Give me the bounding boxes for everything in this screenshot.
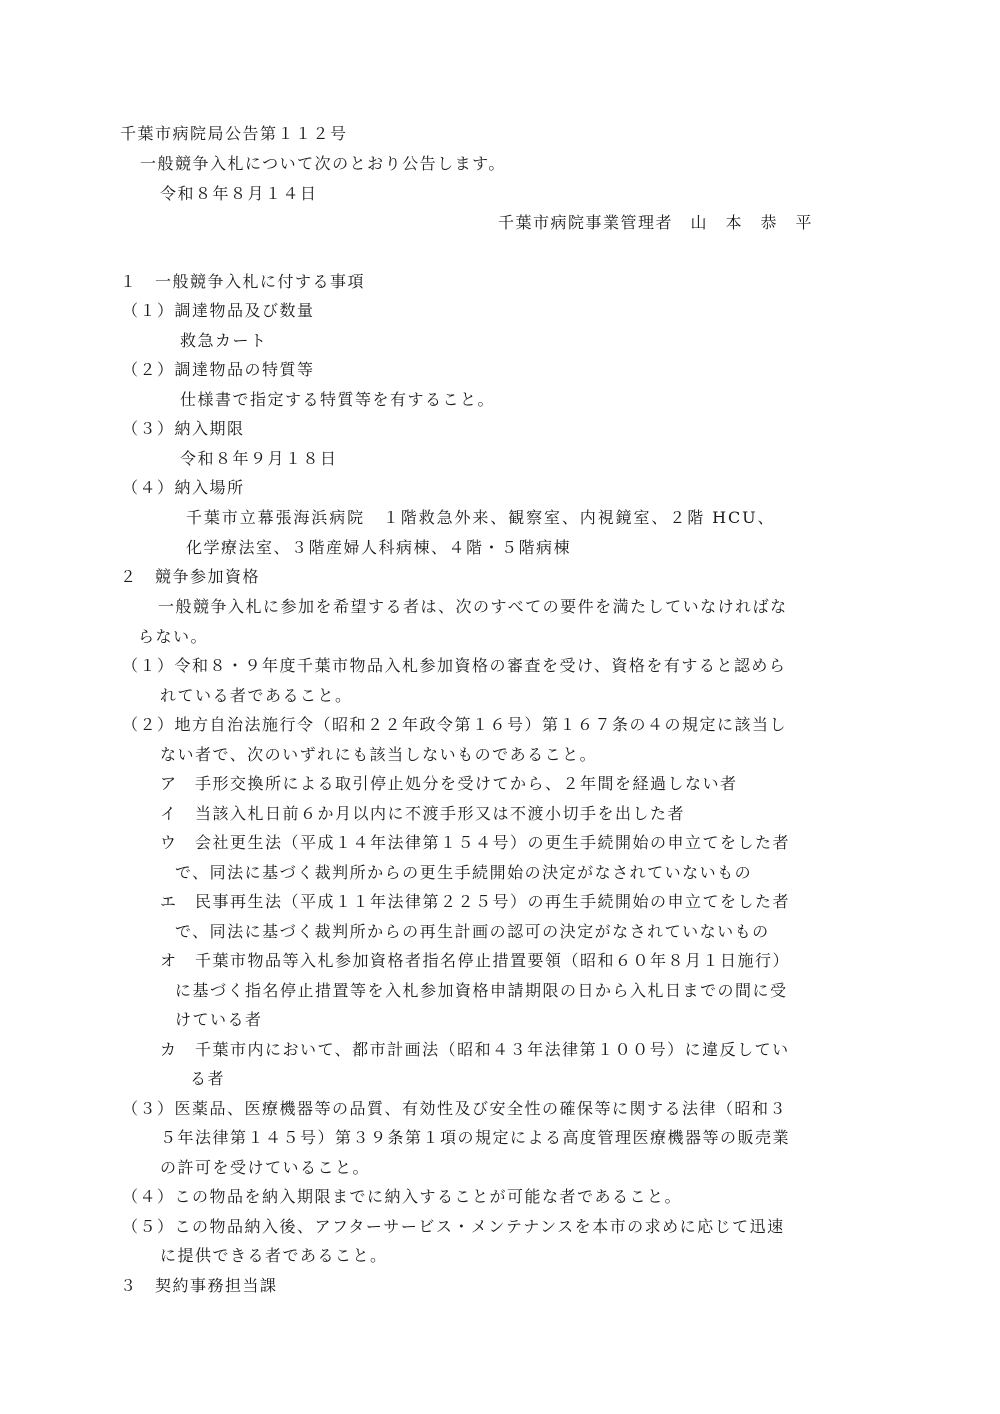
section-1-item-3-value: 令和８年９月１８日 [180, 449, 338, 468]
section-2-intro-line-2: らない。 [138, 627, 209, 646]
section-1-item-2-value: 仕様書で指定する特質等を有すること。 [180, 390, 496, 409]
section-2-heading: ２ 競争参加資格 [120, 567, 261, 586]
sub-item-u-line-2: で、同法に基づく裁判所からの更生手続開始の決定がなされていないもの [175, 863, 753, 882]
section-1-item-4-value-line-1: 千葉市立幕張海浜病院 １階救急外来、観察室、内視鏡室、２階 HCU、 [186, 508, 776, 527]
requirement-3-line-2: ５年法律第１４５号）第３９条第１項の規定による高度管理医療機器等の販売業 [160, 1128, 791, 1147]
section-2-intro-line-1: 一般競争入札に参加を希望する者は、次のすべての要件を満たしていなければな [158, 597, 788, 616]
section-3-heading: ３ 契約事務担当課 [120, 1276, 278, 1295]
sub-item-a: ア 手形交換所による取引停止処分を受けてから、２年間を経過しない者 [160, 774, 738, 793]
sub-item-u-line-1: ウ 会社更生法（平成１４年法律第１５４号）の更生手続開始の申立てをした者 [160, 833, 791, 852]
section-1-item-4-label: （４）納入場所 [122, 478, 245, 497]
sub-item-o-line-3: けている者 [175, 1010, 263, 1029]
notice-date: 令和８年８月１４日 [160, 184, 318, 203]
sub-item-ka-line-1: カ 千葉市内において、都市計画法（昭和４３年法律第１００号）に違反してい [160, 1040, 790, 1059]
sub-item-e-line-2: で、同法に基づく裁判所からの再生計画の認可の決定がなされていないもの [175, 922, 770, 941]
requirement-1-line-2: れている者であること。 [160, 686, 353, 705]
notice-number: 千葉市病院局公告第１１２号 [120, 124, 348, 143]
requirement-5-line-1: （５）この物品納入後、アフターサービス・メンテナンスを本市の求めに応じて迅速 [122, 1217, 785, 1236]
sub-item-ka-line-2: る者 [190, 1069, 226, 1088]
requirement-4: （４）この物品を納入期限までに納入することが可能な者であること。 [122, 1187, 683, 1206]
requirement-5-line-2: に提供できる者であること。 [160, 1246, 388, 1265]
requirement-3-line-3: の許可を受けていること。 [160, 1158, 371, 1177]
section-1-item-4-value-line-2: 化学療法室、３階産婦人科病棟、４階・５階病棟 [186, 538, 572, 557]
section-1-item-2-label: （２）調達物品の特質等 [122, 360, 315, 379]
section-1-item-3-label: （３）納入期限 [122, 419, 245, 438]
requirement-3-line-1: （３）医薬品、医療機器等の品質、有効性及び安全性の確保等に関する法律（昭和３ [122, 1099, 788, 1118]
requirement-2-line-1: （２）地方自治法施行令（昭和２２年政令第１６号）第１６７条の４の規定に該当し [122, 715, 788, 734]
sub-item-o-line-2: に基づく指名停止措置等を入札参加資格申請期限の日から入札日までの間に受 [175, 981, 788, 1000]
section-1-item-1-value: 救急カート [180, 331, 268, 350]
sub-item-o-line-1: オ 千葉市物品等入札参加資格者指名停止措置要領（昭和６０年８月１日施行） [160, 951, 791, 970]
requirement-1-line-1: （１）令和８・９年度千葉市物品入札参加資格の審査を受け、資格を有すると認めら [122, 656, 787, 675]
section-1-heading: １ 一般競争入札に付する事項 [120, 272, 366, 291]
notice-intro: 一般競争入札について次のとおり公告します。 [140, 154, 506, 173]
requirement-2-line-2: ない者で、次のいずれにも該当しないものであること。 [160, 745, 598, 764]
section-1-item-1-label: （１）調達物品及び数量 [122, 301, 315, 320]
notice-issuer: 千葉市病院事業管理者 山 本 恭 平 [498, 213, 814, 232]
sub-item-e-line-1: エ 民事再生法（平成１１年法律第２２５号）の再生手続開始の申立てをした者 [160, 892, 791, 911]
sub-item-i: イ 当該入札日前６か月以内に不渡手形又は不渡小切手を出した者 [160, 804, 686, 823]
